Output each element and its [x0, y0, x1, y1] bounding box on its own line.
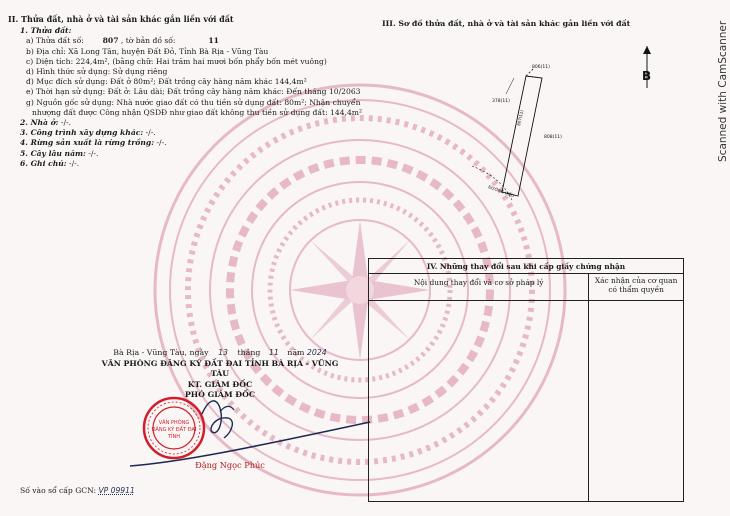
svg-text:TỈNH: TỈNH	[167, 434, 181, 440]
north-label: B	[642, 69, 652, 83]
item-6-row	[8, 159, 353, 169]
section-title-ii: II. Thửa đất, nhà ở và tài sản khác gắn liền với đất	[8, 14, 234, 24]
term-value: Đất ở: Lâu dài; Đất trồng cây hàng năm khác: Đến tháng 10/2063	[107, 87, 361, 97]
item-4-row	[8, 138, 353, 148]
address-label: b) Địa chỉ:	[26, 46, 66, 56]
camscanner-watermark	[705, 12, 729, 172]
confirm-header-line2: có thẩm quyền	[608, 285, 664, 294]
camscanner-text: Scanned with CamScanner	[717, 20, 729, 162]
parcel-row	[8, 36, 353, 46]
item-6-label: 6. Ghi chú:	[20, 158, 67, 168]
month-label: tháng	[237, 348, 261, 357]
item-1-title: 1. Thửa đất:	[20, 26, 72, 36]
signer-name: Đặng Ngọc Phúc	[195, 460, 265, 470]
svg-text:VĂN PHÒNG: VĂN PHÒNG	[158, 420, 190, 426]
map-label-parcel: 807(11)	[516, 109, 525, 127]
land-info-section	[8, 14, 363, 169]
area-value: 224,4m², (bằng chữ: Hai trăm hai mươi bốn phẩy bốn mét vuông)	[75, 56, 327, 66]
address-row	[8, 47, 353, 57]
deputy-director: PHÓ GIÁM ĐỐC	[184, 390, 256, 399]
origin-row	[8, 97, 361, 108]
confirm-header-line1: Xác nhận của cơ quan	[594, 276, 678, 285]
item-5-row	[8, 149, 353, 159]
use-form-label: d) Hình thức sử dụng:	[26, 67, 111, 77]
origin-value: Nhà nước giao đất có thu tiền sử dụng đất: 80m²; Nhận chuyển	[116, 97, 361, 107]
purpose-label: đ) Mục đích sử dụng:	[26, 77, 108, 87]
purpose-row	[8, 77, 353, 87]
area-row	[8, 57, 353, 67]
use-form-row	[8, 67, 353, 77]
item-3-value: -/-.	[145, 128, 156, 138]
item-2-label: 2. Nhà ở:	[20, 118, 59, 128]
item-5-value: -/-.	[88, 148, 99, 158]
item-4-value: -/-.	[156, 138, 167, 148]
origin-label: g) Nguồn gốc sử dụng:	[26, 97, 115, 107]
changes-table	[368, 258, 684, 502]
svg-text:ĐĂNG KÝ ĐẤT ĐAI: ĐĂNG KÝ ĐẤT ĐAI	[151, 427, 197, 433]
place-date-prefix: Bà Rịa - Vũng Tàu, ngày	[113, 348, 209, 357]
gcn-serial-row	[20, 486, 135, 495]
map-label-road: ĐƯỜNG HIỆU	[487, 184, 515, 199]
changes-col-content-header: Nội dung thay đổi và cơ sở pháp lý	[369, 274, 589, 301]
section-title-iii: III. Sơ đồ thửa đất, nhà ở và tài sản khác gắn liền với đất	[382, 19, 631, 28]
date-day: 13	[218, 348, 228, 357]
kt-director: KT. GIÁM ĐỐC	[187, 379, 253, 389]
gcn-serial-label: Số vào sổ cấp GCN:	[20, 486, 97, 495]
parcel-number: 807	[102, 36, 119, 46]
gcn-serial-value: VP 09911	[98, 486, 135, 495]
purpose-value: Đất ở 80m²; Đất trồng cây hàng năm khác 144,4m²	[110, 77, 307, 87]
map-label-806: 806(11)	[532, 65, 550, 70]
item-2-row	[8, 118, 353, 128]
sheet-label: , tờ bản đồ số:	[120, 36, 176, 46]
area-label: c) Diện tích:	[26, 56, 74, 66]
parcel-label: a) Thửa đất số:	[26, 36, 84, 46]
map-label-378: 378(11)	[492, 99, 510, 104]
term-row	[8, 87, 361, 97]
place-date-line	[95, 348, 345, 359]
origin-row-continued: nhượng đất được Công nhận QSDĐ như giao đất không thu tiền sử dụng đất: 144,4m²	[32, 107, 363, 117]
year-label: năm	[287, 348, 305, 357]
changes-col-confirm-header	[589, 274, 684, 301]
item-3-label: 3. Công trình xây dựng khác:	[20, 128, 144, 138]
item-2-value: -/-.	[60, 118, 71, 128]
item-6-value: -/-.	[69, 158, 80, 168]
sheet-number: 11	[208, 36, 219, 46]
changes-table-title: IV. Những thay đổi sau khi cấp giấy chứng nhận	[369, 259, 684, 274]
date-year: 2024	[306, 348, 327, 357]
changes-content-cell	[369, 301, 589, 502]
item-4-label: 4. Rừng sản xuất là rừng trồng:	[20, 138, 155, 148]
office-name: VĂN PHÒNG ĐĂNG KÝ ĐẤT ĐAI TỈNH BÀ RỊA - VŨNG TÀU	[101, 358, 339, 378]
map-label-808: 808(11)	[544, 135, 562, 140]
item-5-label: 5. Cây lâu năm:	[20, 148, 86, 158]
parcel-sketch-map	[462, 54, 662, 214]
date-month: 11	[268, 348, 279, 357]
term-label: e) Thời hạn sử dụng:	[26, 87, 106, 97]
address-value: Xã Long Tân, huyện Đất Đỏ, Tỉnh Bà Rịa - Vũng Tàu	[68, 46, 269, 56]
use-form-value: Sử dụng riêng	[112, 67, 168, 77]
item-3-row	[8, 128, 353, 138]
changes-confirm-cell	[589, 301, 684, 502]
